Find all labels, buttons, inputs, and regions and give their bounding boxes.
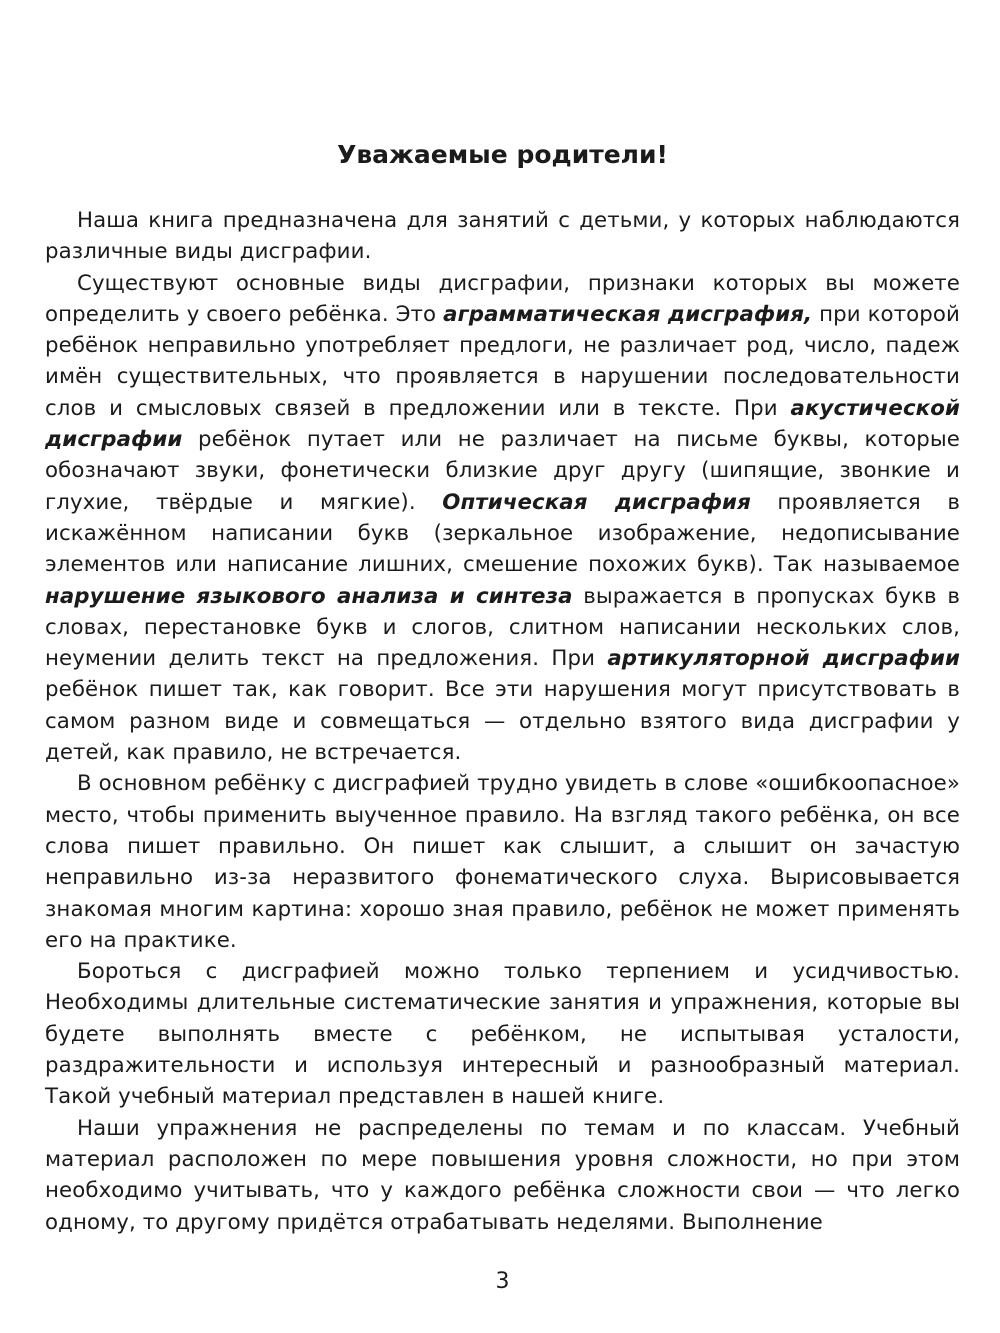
body-text xyxy=(45,205,960,1238)
paragraph-exercises xyxy=(45,1113,960,1238)
term-acoustic: акустической дисграфии xyxy=(45,395,960,453)
term-articulatory: артикуляторной дисграфии xyxy=(607,646,960,672)
paragraph-dysgraphia-types xyxy=(45,268,960,769)
page-title: Уважаемые родители! xyxy=(337,140,668,169)
paragraph-text: ребёнок путает или не различает на письме буквы, которые обозначают звуки, фонетически близкие друг другу (шипящие, звонкие и глухие, твёрдые и мягкие). xyxy=(45,427,960,515)
term-agrammatic: аграмматическая дисграфия, xyxy=(443,301,813,327)
paragraph-intro xyxy=(45,205,960,268)
paragraph-text: выражается в пропусках букв в словах, перестановке букв и слогов, слитном написании нескольких слов, неумении делить текст на предложения. При xyxy=(45,583,960,672)
term-language-analysis: нарушение языкового анализа и синтеза xyxy=(45,583,573,609)
paragraph-text: Наши упражнения не распределены по темам и по классам. Учебный материал расположен по мере повышения уровня сложности, но при этом необходимо учитывать, что у каждого ребёнка сложности свои — что легко одному, то другому придётся отрабатывать неделями. Выполнение xyxy=(45,1115,960,1235)
paragraph-text: при которой ребёнок неправильно употребляет предлоги, не различает род, число, падеж имён существительных, что проявляется в нарушении последовательности слов и смысловых связей в предложении или в тексте. При xyxy=(45,301,960,421)
paragraph-text: ребёнок пишет так, как говорит. Все эти нарушения могут присутствовать в самом разном виде и совмещаться — отдельно взятого вида дисграфии у детей, как правило, не встречается. xyxy=(45,677,960,766)
book-page xyxy=(45,0,960,1333)
paragraph-text: Существуют основные виды дисграфии, признаки которых вы можете определить у своего ребёнка. Это xyxy=(45,270,960,327)
paragraph-patience xyxy=(45,956,960,1112)
paragraph-text: проявляется в искажённом написании букв (зеркальное изображение, недописывание элементов или написание лишних, смешение похожих букв). Так называемое xyxy=(45,489,961,578)
paragraph-error-prone xyxy=(45,768,960,956)
paragraph-text: Наша книга предназначена для занятий с детьми, у которых наблюдаются различные виды дисграфии. xyxy=(45,208,960,265)
paragraph-text: Бороться с дисграфией можно только терпением и усидчивостью. Необходимы длительные систематические занятия и упражнения, которые вы будете выполнять вместе с ребёнком, не испытывая усталости, раздражительности и используя интересный и разнообразный материал. Такой учебный материал представлен в нашей книге. xyxy=(45,959,960,1110)
page-number: 3 xyxy=(495,1269,510,1294)
paragraph-text: В основном ребёнку с дисграфией трудно увидеть в слове «ошибкоопасное» место, чтобы применить выученное правило. На взгляд такого ребёнка, он все слова пишет правильно. Он пишет как слышит, а слышит он зачастую неправильно из-за неразвитого фонематического слуха. Вырисовывается знакомая многим картина: хорошо зная правило, ребёнок не может применять его на практике. xyxy=(45,771,960,953)
term-optical: Оптическая дисграфия xyxy=(442,489,751,515)
